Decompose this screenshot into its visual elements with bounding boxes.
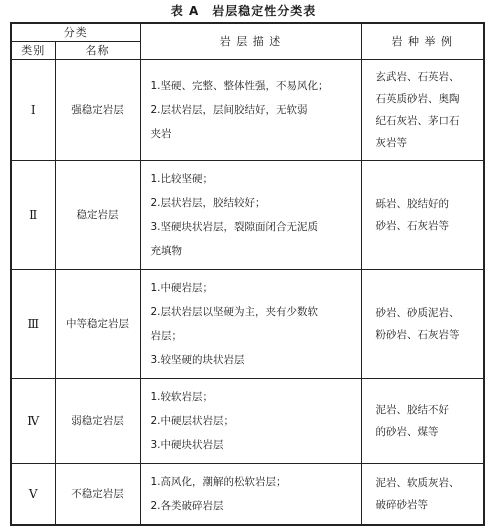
examples-line: 砂岩、砂质泥岩、 [375,306,460,319]
name-cell: 弱稳定岩层 [55,378,140,463]
name-cell: 强稳定岩层 [55,59,140,160]
table-title: 表 A 岩层稳定性分类表 [170,4,317,18]
description-cell [140,463,361,525]
table-row [11,59,484,160]
description-line: 岩层； [150,329,182,342]
examples-line: 泥岩、软质灰岩、 [375,476,460,489]
description-line: 3.坚硬块状岩层，裂隙面闭合无泥质 [150,220,319,233]
description-cell [140,378,361,463]
description-line: 2.层状岩层，层间胶结好，无软弱 [150,103,308,116]
examples-line: 破碎砂岩等 [375,498,428,511]
examples-cell [361,378,484,463]
header-category: 类别 [11,41,55,59]
description-line: 2.层状岩层，胶结较好； [150,196,266,209]
table-row [11,378,484,463]
examples-line: 灰岩等 [375,136,407,149]
table-row [11,160,484,269]
examples-line: 石英质砂岩、奥陶 [375,92,460,105]
examples-cell [361,59,484,160]
description-line: 3.较坚硬的块状岩层 [150,353,245,366]
description-cell [140,160,361,269]
description-line: 充填物 [150,244,182,257]
description-line: 夹岩 [150,127,172,140]
description-line: 3.中硬块状岩层 [150,438,224,451]
header-name: 名称 [55,41,140,59]
rock-stability-table [10,22,485,526]
name-cell: 稳定岩层 [55,160,140,269]
examples-line: 的砂岩、煤等 [375,425,439,438]
examples-line: 玄武岩、石英岩、 [375,70,460,83]
examples-line: 粉砂岩、石灰岩等 [375,328,460,341]
examples-cell [361,269,484,378]
header-classification: 分类 [11,23,140,41]
table-row [11,463,484,525]
name-cell: 不稳定岩层 [55,463,140,525]
description-line: 1.中硬岩层； [150,281,214,294]
examples-cell [361,160,484,269]
table-row [11,269,484,378]
examples-line: 纪石灰岩、茅口石 [375,114,460,127]
description-cell [140,59,361,160]
description-line: 2.中硬层状岩层； [150,414,235,427]
category-cell: Ⅴ [11,463,55,525]
name-cell: 中等稳定岩层 [55,269,140,378]
header-description: 岩 层 描 述 [140,23,361,59]
examples-cell [361,463,484,525]
description-line: 2.层状岩层以坚硬为主，夹有少数软 [150,305,319,318]
header-examples: 岩 种 举 例 [361,23,484,59]
description-line: 1.高风化，潮解的松软岩层； [150,475,287,488]
category-cell: Ⅲ [11,269,55,378]
examples-line: 砂岩、石灰岩等 [375,219,449,232]
category-cell: Ⅳ [11,378,55,463]
examples-line: 砾岩、胶结好的 [375,197,449,210]
description-line: 1.较软岩层； [150,390,214,403]
category-cell: Ⅱ [11,160,55,269]
description-cell [140,269,361,378]
description-line: 1.比较坚硬； [150,172,214,185]
description-line: 2.各类破碎岩层 [150,499,224,512]
description-line: 1.坚硬、完整、整体性强，不易风化； [150,79,329,92]
examples-line: 泥岩、胶结不好 [375,403,449,416]
category-cell: Ⅰ [11,59,55,160]
